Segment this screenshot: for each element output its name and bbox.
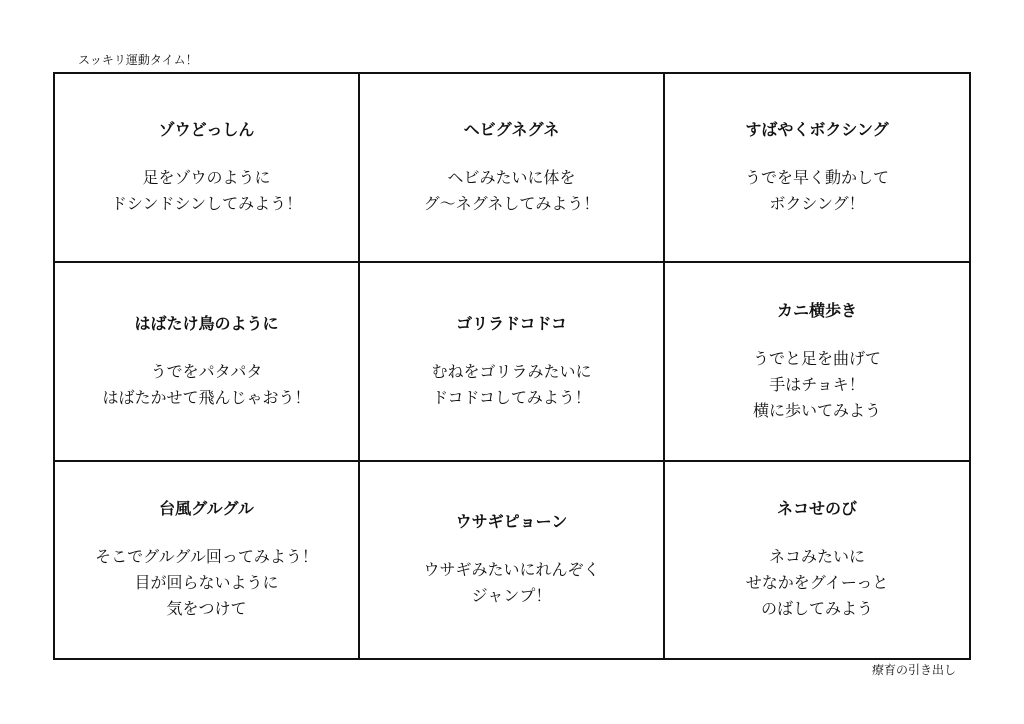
card-title: カニ横歩き — [776, 300, 857, 320]
exercise-card-rabbit — [360, 462, 665, 658]
card-title: はばたけ鳥のように — [134, 313, 279, 333]
card-description-line: うでを早く動かして — [744, 167, 889, 187]
card-description-line: ドシンドシンしてみよう！ — [110, 193, 303, 213]
card-title: すばやくボクシング — [745, 119, 889, 139]
exercise-card-grid — [53, 72, 971, 660]
card-description-line: ヘビみたいに体を — [447, 167, 576, 187]
exercise-card-crab — [665, 263, 969, 462]
card-description-line: せなかをグイーっと — [745, 573, 889, 592]
card-description-line: 目が回らないように — [134, 573, 279, 592]
exercise-card-gorilla — [360, 263, 665, 462]
exercise-card-cat — [665, 462, 969, 658]
card-description-line: 横に歩いてみよう — [752, 400, 881, 420]
card-description-line: ドコドコしてみよう！ — [432, 387, 591, 407]
card-description-line: うでと足を曲げて — [752, 348, 881, 368]
source-label: 療育の引き出し — [871, 663, 956, 677]
card-description-line: うでをパタパタ — [150, 361, 263, 381]
exercise-card-elephant — [55, 74, 360, 263]
exercise-card-boxing — [665, 74, 969, 263]
card-title: ゾウどっしん — [158, 119, 255, 139]
card-description-line: むねをゴリラみたいに — [431, 361, 592, 381]
card-title: ゴリラドコドコ — [456, 313, 567, 333]
card-description-line: はばたかせて飛んじゃおう！ — [102, 387, 311, 407]
card-description-line: グ〜ネグネしてみよう！ — [423, 193, 600, 213]
page-title: スッキリ運動タイム！ — [78, 53, 198, 67]
card-description-line: のばしてみよう — [760, 599, 873, 618]
card-description-line: 気をつけて — [166, 599, 247, 618]
exercise-card-snake — [360, 74, 665, 263]
card-description-line: 手はチョキ！ — [769, 374, 865, 394]
card-title: ネコせのび — [776, 499, 857, 518]
card-title: ウサギピョーン — [455, 512, 568, 531]
card-title: 台風グルグル — [159, 499, 254, 518]
card-description-line: 足をゾウのように — [142, 167, 271, 187]
card-title: ヘビグネグネ — [463, 119, 560, 139]
exercise-card-typhoon — [55, 462, 360, 658]
card-description-line: ボクシング！ — [769, 193, 865, 213]
card-description-line: ウサギみたいにれんぞく — [423, 560, 600, 579]
exercise-card-bird — [55, 263, 360, 462]
card-description-line: そこでグルグル回ってみよう！ — [95, 547, 318, 566]
card-description-line: ジャンプ！ — [471, 586, 552, 605]
card-description-line: ネコみたいに — [768, 547, 865, 566]
